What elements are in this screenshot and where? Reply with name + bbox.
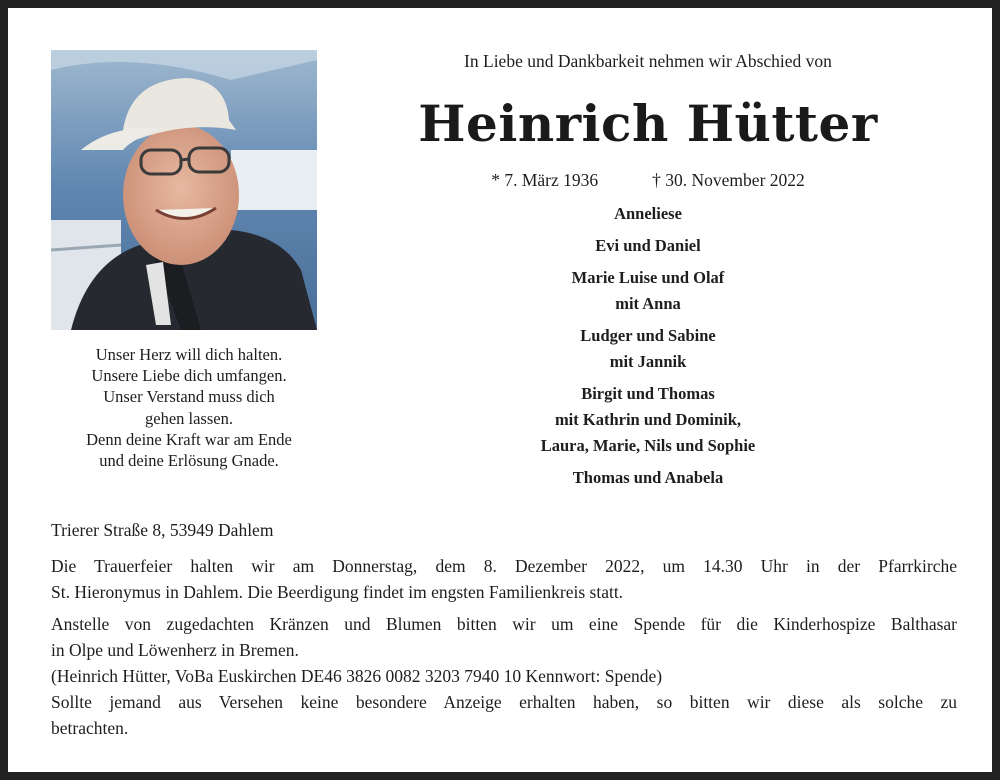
family-line: Thomas und Anabela	[572, 468, 724, 487]
poem	[46, 344, 332, 471]
poem-line: gehen lassen.	[145, 408, 233, 428]
service-line: St. Hieronymus in Dahlem. Die Beerdigung findet im engsten Familienkreis statt.	[51, 582, 624, 602]
address: Trierer Straße 8, 53949 Dahlem	[51, 520, 274, 540]
family-line: Birgit und Thomas	[581, 384, 715, 403]
family-line: Ludger und Sabine	[580, 326, 716, 345]
family-line: mit Kathrin und Dominik,	[554, 410, 742, 429]
birth-date: * 7. März 1936	[491, 170, 599, 190]
family-group	[338, 201, 958, 227]
intro-text: In Liebe und Dankbarkeit nehmen wir Abschied von	[464, 51, 832, 71]
family-group	[338, 381, 958, 459]
funeral-service-notice	[51, 553, 957, 605]
poem-line: Unser Verstand muss dich	[103, 387, 275, 407]
family-line: mit Anna	[615, 294, 681, 313]
donation-line: Anstelle von zugedachten Kränzen und Blumen bitten wir um eine Spende für die Kinderhospize Balthasar	[51, 614, 957, 634]
family-group	[338, 233, 958, 259]
donation-notice	[51, 611, 957, 741]
poem-line: und deine Erlösung Gnade.	[99, 451, 279, 471]
life-dates	[338, 170, 958, 191]
bank-details: (Heinrich Hütter, VoBa Euskirchen DE46 3826 0082 3203 7940 10 Kennwort: Spende)	[51, 666, 663, 686]
closing-line: Sollte jemand aus Versehen keine besondere Anzeige erhalten haben, so bitten wir diese als solche zu	[51, 692, 957, 712]
family-group	[338, 265, 958, 317]
family-group	[338, 465, 958, 491]
poem-line: Denn deine Kraft war am Ende	[86, 429, 292, 449]
poem-line: Unsere Liebe dich umfangen.	[91, 366, 287, 386]
closing-line: betrachten.	[51, 718, 129, 738]
poem-line: Unser Herz will dich halten.	[95, 345, 283, 364]
family-line: Anneliese	[614, 204, 682, 223]
death-date: † 30. November 2022	[652, 170, 805, 190]
family-group	[338, 323, 958, 375]
service-line: Die Trauerfeier halten wir am Donnerstag, dem 8. Dezember 2022, um 14.30 Uhr in der Pfarrkirche	[51, 556, 957, 576]
family-line: mit Jannik	[609, 352, 687, 371]
family-line: Marie Luise und Olaf	[571, 268, 725, 287]
portrait-photo	[51, 50, 317, 330]
donation-line: in Olpe und Löwenherz in Bremen.	[51, 640, 299, 660]
deceased-name: Heinrich Hütter	[418, 94, 878, 153]
family-line: Laura, Marie, Nils und Sophie	[540, 436, 756, 455]
family-line: Evi und Daniel	[595, 236, 701, 255]
family-list	[338, 201, 958, 497]
